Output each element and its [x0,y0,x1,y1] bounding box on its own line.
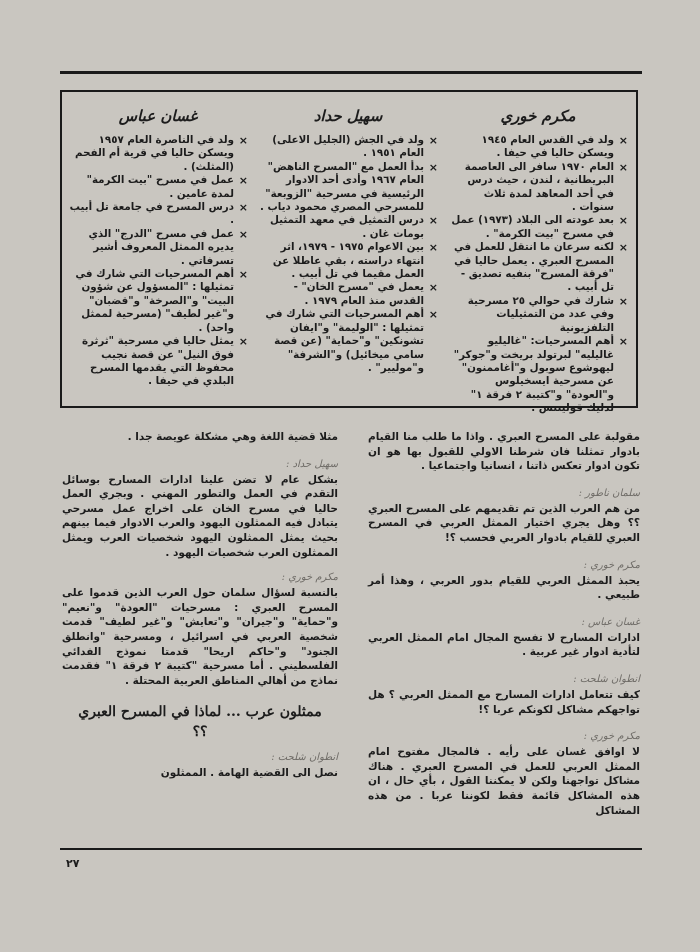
dialogue-text: مقولبة على المسرح العبري . واذا ما طلب منا القيام بادوار تمثلنا فان شرطنا الاولي للقبول بها هو ان تكون ادوار تعكس ذاتنا ، انسانيا واجتماعيا . [368,431,640,473]
speaker-label: انطوان شلحت : [271,752,338,764]
profile-item: × درس التمثيل في معهد التمثيل بومات غان . [258,214,438,241]
dialogue-text: بشكل عام لا تضن علينا ادارات المسارح بوسائل التقدم في العمل والتطور المهني . وبجري العمل حاليا في مسرح الخان على اخراج عمل مسرحي يتبادل فيه الممثلون اليهود والعرب الادوار فيما بينهم بحيث يمثل الممثلون اليهود شخصيات العرب ويمثل الممثلون العرب شخصيات اليهود . [62,473,338,559]
profile-item: × درس المسرح في جامعة تل أبيب . [68,201,248,228]
actor-profiles-box [60,90,638,415]
profile-makram-khoury [448,100,628,415]
dialogue-text: من هم العرب الذين تم تقديمهم على المسرح العبري ؟؟ وهل يجري اختيار الممثل العربي في المسرح العبري للقيام بادوار العربي فحسب ؟! [368,502,640,544]
speaker-label: مكرم خوري : [583,731,640,743]
dialogue-text: مثلا قضية اللغة وهي مشكلة عويصة جدا . [127,431,338,443]
left-column [62,430,338,781]
profile-item: × لكنه سرعان ما انتقل للعمل في المسرح العبري . يعمل حاليا في "فرقة المسرح" بنفيه تصديق - تل أبيب . [448,241,628,295]
profile-name: سهيل حداد [313,107,383,125]
profile-item: × أهم المسرحيات التي شارك في تمثيلها : "الوليمة" و"ايفان تشونكين" و"حماية" (عن قصة سامي ميخائيل) و"الشرفة" و"موليير" . [258,308,438,375]
dialogue-text: بالنسبة لسؤال سلمان حول العرب الذين قدموا على المسرح العبري : مسرحيات "العودة" و"نعيم" و"حماية" و"جيران" و"تعايش" و"غير لطيف" قدمت شخصية العربي في اسرائيل ، ومسرحية "وانطلق الجنود" و"حاكم اريحا" قدمتا نموذج الفدائي الفلسطيني . أما مسرحية "كتيبة ٢ فرقة ١" فقدمت نماذج من أهالي المناطق العربية المحتلة . [62,587,338,687]
profile-list [258,134,438,375]
profile-suhail-haddad [258,100,438,400]
profile-item: × بعد عودته الى البلاد (١٩٧٣) عمل في مسرح "بيت الكرمة" . [448,214,628,241]
speaker-label: انطوان شلحت : [573,673,640,685]
profile-item: × ولد في القدس العام ١٩٤٥ ويسكن حاليا في حيفا . [448,134,628,161]
dialogue-text: يحبذ الممثل العربي للقيام بدور العربي ، وهذا أمر طبيعي . [368,574,640,602]
section-headline: ممثلون عرب ... لماذا في المسرح العبري ؟؟ [78,704,322,741]
bottom-rule [60,848,642,850]
page-number: ٢٧ [66,857,80,870]
profile-name: غسان عباس [118,107,198,125]
top-rule [60,71,642,74]
profile-item: × بدأ العمل مع "المسرح الناهض" العام ١٩٦٧ وأدى أحد الادوار الرئيسية في مسرحية "الزوبعة" للمسرحي المصري محمود دياب . [258,161,438,215]
profile-list [68,134,248,389]
speaker-label: غسان عباس : [581,616,640,628]
right-column [368,430,640,818]
profile-item: × شارك في حوالي ٢٥ مسرحية وفي عدد من التمثيليات التلفزيونية [448,295,628,335]
profile-list [448,134,628,416]
speaker-label: سهيل حداد : [286,458,338,470]
profile-ghassan-abbas [68,100,248,400]
dialogue-text: ادارات المسارح لا تفسح المجال امام الممثل العربي لتأدية ادوار غير عربية . [368,631,640,659]
profile-item: × ولد في الجش (الجليل الاعلى) العام ١٩٥١ . [258,134,438,161]
profile-item: × عمل في مسرح "بيت الكرمة" لمدة عامين . [68,174,248,201]
speaker-label: مكرم خوري : [281,572,338,584]
profile-item: × ولد في الناصرة العام ١٩٥٧ ويسكن حاليا في قرية أم الفحم (المثلث) . [68,134,248,174]
dialogue-text: كيف تتعامل ادارات المسارح مع الممثل العربي ؟ هل تواجهكم مشاكل لكونكم عربا ؟! [368,688,640,716]
profile-item: × يعمل في "مسرح الخان" - القدس منذ العام ١٩٧٩ . [258,281,438,308]
speaker-label: سلمان ناطور : [578,487,640,499]
speaker-label: مكرم خوري : [583,559,640,571]
profile-item: × يمثل حاليا في مسرحية "ثرثرة فوق النيل" عن قصة نجيب محفوظ التي يقدمها المسرح البلدي في حيفا . [68,335,248,389]
dialogue-text: لا اوافق غسان على رأيه . فالمجال مفتوح امام الممثل العربي للعمل في المسرح العبري . هناك مشاكل تواجهنا ولكن لا يمكننا القول ، بأي حال ، ان هذه المشاكل قائمة فقط لكوننا عربا . من هذه المشاكل [368,746,640,817]
profile-item: × عمل في مسرح "الدرج" الذي يديره الممثل المعروف أشير تسرفاتي . [68,228,248,268]
profile-item: × بين الاعوام ١٩٧٥ - ١٩٧٩، اثر انتهاء دراسته ، بقي عاطلا عن العمل مقيما في تل أبيب . [258,241,438,281]
dialogue-text: نصل الى القضية الهامة . الممثلون [160,767,338,780]
profile-name: مكرم خوري [500,107,576,125]
profile-item: × العام ١٩٧٠ سافر الى العاصمة البريطانية ، لندن ، حيث درس في أحد المعاهد لمدة ثلاث سنوات . [448,161,628,215]
profile-item: × أهم المسرحيات التي شارك في تمثيلها : "المسؤول عن شؤون البيت" و"الصرخة" و"قضبان" و"غير لطيف" (مسرحية لممثل واحد) . [68,268,248,335]
profile-item: × أهم المسرحيات: "غاليليو غاليليه" لبرتولد بريخت و"جوكر" ليهوشوع سوبول و"أغاممنون" عن مسرحية ايسخيلوس و"العودة" و"كتيبة ٢ فرقة ١" لدليك قولينتس . [448,335,628,415]
